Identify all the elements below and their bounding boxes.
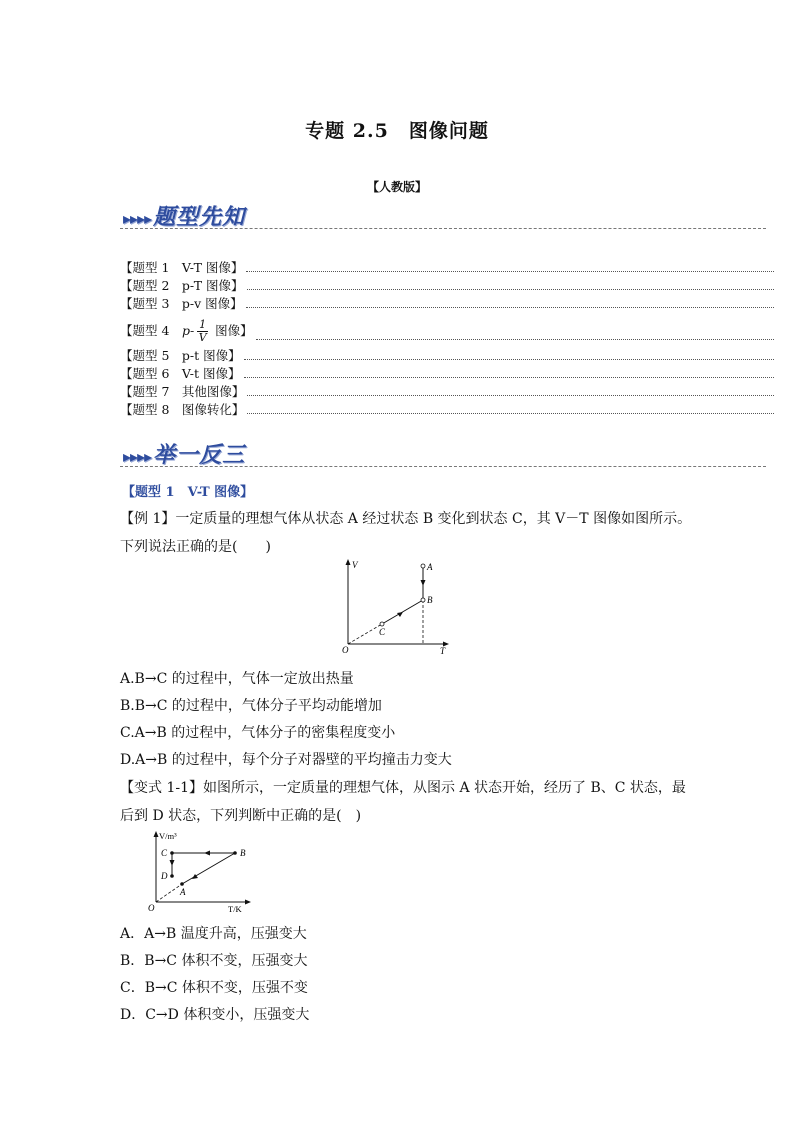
v-axis-label: V/m³: [159, 831, 177, 841]
dashed-line-oa: [156, 884, 182, 902]
arrow-b-c-icon: [204, 851, 210, 856]
toc-item-1[interactable]: 【题型 1 V-T 图像】: [120, 260, 774, 276]
variant-option-d: D．C→D 体积变小，压强变大: [120, 1007, 310, 1023]
v-axis-label: V: [352, 560, 358, 570]
label-a: A: [180, 887, 186, 897]
example-1-line-2: 下列说法正确的是( ): [120, 539, 271, 555]
t-axis-arrow-icon: [245, 900, 251, 905]
point-d: [170, 874, 174, 878]
divider: [120, 466, 766, 467]
process-c-b: [382, 600, 423, 624]
option-a: A.B→C 的过程中，气体一定放出热量: [120, 671, 354, 687]
example-1-line-1: 【例 1】一定质量的理想气体从状态 A 经过状态 B 变化到状态 C，其 V－T 图像如图所示。: [120, 511, 692, 527]
variant-1-line-2: 后到 D 状态，下列判断中正确的是( ): [120, 808, 362, 824]
process-a-b: [182, 853, 235, 884]
t-axis-label: T/K: [228, 904, 242, 914]
toc-item-3[interactable]: 【题型 3 p-v 图像】: [120, 296, 774, 312]
fraction: $\frac{1}{V}$: [198, 318, 207, 344]
label-a: A: [427, 562, 433, 572]
vt-diagram-variant: [142, 828, 262, 916]
section-heading: 【题型 1 V-T 图像】: [122, 485, 254, 500]
toc-item-4[interactable]: 【题型 4 p- $\frac{1}{V}$ 图像】: [120, 318, 774, 344]
dashed-line-oc: [348, 624, 382, 644]
point-a: [421, 564, 425, 568]
origin-label: O: [148, 903, 155, 913]
label-b: B: [427, 595, 433, 605]
arrow-c-d-icon: [170, 860, 175, 866]
toc-item-2[interactable]: 【题型 2 p-T 图像】: [120, 278, 774, 294]
label-c: C: [161, 848, 168, 858]
option-c: C.A→B 的过程中，气体分子的密集程度变小: [120, 725, 396, 741]
edition-label: 【人教版】: [366, 180, 427, 194]
banner-arrows-icon: ▸▸▸▸: [123, 209, 152, 228]
divider: [120, 228, 766, 229]
variant-1-line-1: 【变式 1-1】如图所示，一定质量的理想气体，从图示 A 状态开始，经历了 B、C 状态，最: [120, 780, 686, 796]
point-c: [170, 851, 174, 855]
vt-diagram: [330, 556, 460, 658]
variant-option-c: C．B→C 体积不变，压强不变: [120, 980, 308, 996]
v-axis-arrow-icon: [154, 831, 159, 837]
point-b: [233, 851, 237, 855]
option-b: B.B→C 的过程中，气体分子平均动能增加: [120, 698, 382, 714]
banner-title: 举一反三: [153, 443, 246, 468]
v-axis-arrow-icon: [346, 559, 351, 565]
banner-title: 题型先知: [153, 205, 246, 230]
toc-item-8[interactable]: 【题型 8 图像转化】: [120, 402, 774, 418]
section-banner-examples: [123, 438, 245, 469]
variant-option-a: A．A→B 温度升高，压强变大: [120, 926, 307, 942]
section-banner-preview: [123, 200, 245, 231]
label-c: C: [379, 627, 386, 637]
toc-item-5[interactable]: 【题型 5 p-t 图像】: [120, 348, 774, 364]
toc-item-7[interactable]: 【题型 7 其他图像】: [120, 384, 774, 400]
point-c: [380, 622, 384, 626]
point-b: [421, 598, 425, 602]
banner-arrows-icon: ▸▸▸▸: [123, 447, 152, 466]
point-a: [180, 882, 184, 886]
page-title: 专题 2.5 图像问题: [305, 120, 489, 142]
option-d: D.A→B 的过程中，每个分子对器壁的平均撞击力变大: [120, 752, 452, 768]
toc-item-6[interactable]: 【题型 6 V-t 图像】: [120, 366, 774, 382]
label-d: D: [161, 871, 168, 881]
label-b: B: [240, 848, 246, 858]
t-axis-label: T: [440, 646, 446, 656]
variant-option-b: B．B→C 体积不变，压强变大: [120, 953, 308, 969]
arrow-a-b-icon: [421, 580, 426, 586]
origin-label: O: [342, 645, 349, 655]
